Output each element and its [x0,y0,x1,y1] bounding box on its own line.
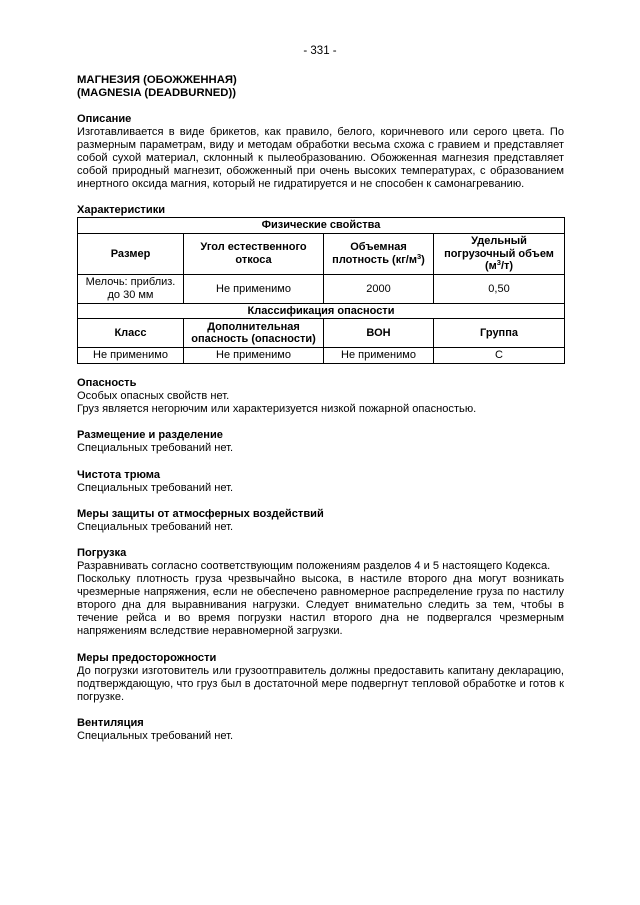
table-row [78,274,565,303]
loading-text-2: Поскольку плотность груза чрезвычайно высока, в настиле второго дна могут возникать чрезмерные напряжения, если не обеспечено равномерное распределение груза по настилу второго дна для выравнивания нагрузки. Следует внимательно следить за тем, чтобы в течение рейса и во время погрузки настил второго дна не подвергался чрезмерным напряжениям вследствие неравномерной загрузки. [77,573,564,638]
hazard-line-2: Груз является негорючим или характеризуется низкой пожарной опасностью. [77,403,477,416]
col-mhb: ВОН [324,319,434,348]
hazard-heading: Опасность [77,377,137,390]
loading-text-1: Разравнивать согласно соответствующим положениям разделов 4 и 5 настоящего Кодекса. [77,559,551,572]
col-stowage-label: Удельный погрузочный объем (м [444,235,554,273]
col-density [324,234,434,275]
val-angle: Не применимо [184,274,324,303]
val-group: С [434,348,565,364]
val-mhb: Не применимо [324,348,434,364]
table-row [78,348,565,364]
hold-heading: Чистота трюма [77,468,161,481]
col-density-end: ) [421,253,425,266]
ventilation-heading: Вентиляция [77,716,144,729]
hazard-line-1: Особых опасных свойств нет. [77,390,230,403]
hazard-classification-header: Классификация опасности [78,303,565,319]
characteristics-table [77,217,565,364]
cargo-title-ru: МАГНЕЗИЯ (ОБОЖЖЕННАЯ) [77,74,237,86]
hold-text: Специальных требований нет. [77,481,234,494]
loading-heading: Погрузка [77,546,127,559]
col-stowage [434,234,565,275]
val-stowage: 0,50 [434,274,565,303]
col-class: Класс [78,319,184,348]
table-row [78,303,565,319]
stowage-text: Специальных требований нет. [77,442,234,455]
col-stowage-end: /т) [500,260,514,273]
col-angle: Угол естественного откоса [184,234,324,275]
col-group: Группа [434,319,565,348]
col-stowage-sup: 3 [496,258,501,268]
stowage-heading: Размещение и разделение [77,429,223,442]
col-density-sup: 3 [416,251,422,261]
table-row [78,319,565,348]
description-heading: Описание [77,112,132,125]
physical-properties-header: Физические свойства [78,218,565,234]
description-text: Изготавливается в виде брикетов, как правило, белого, коричневого или серого цвета. По размерным параметрам, виду и методам обработки весьма схожа с гравием и представляет собой сухой материал, склонный к пылеобразованию. Обожженная магнезия представляет собой природный магнезит, обожженный при очень высоких температурах, с образованием инертного оксида магния, который не гидратируется и не способен к самонагреванию. [77,125,564,191]
table-row [78,218,565,234]
val-subsidiary: Не применимо [184,348,324,364]
characteristics-heading: Характеристики [77,204,166,217]
ventilation-text: Специальных требований нет. [77,730,234,742]
document-body [77,74,564,743]
weather-text: Специальных требований нет. [77,520,234,533]
val-class: Не применимо [78,348,184,364]
cargo-title-en: (MAGNESIA (DEADBURNED)) [77,87,236,100]
precautions-heading: Меры предосторожности [77,651,217,664]
val-density: 2000 [324,274,434,303]
page-number: - 331 - [303,45,337,57]
table-row [78,234,565,275]
col-size: Размер [78,234,184,275]
precautions-text: До погрузки изготовитель или грузоотправитель должны предоставить капитану декларацию, подтверждающую, что груз был в достаточной мере подвергнут тепловой обработке и готов к погрузке. [77,664,564,703]
col-density-label: Объемная плотность (кг/м [332,241,417,266]
weather-heading: Меры защиты от атмосферных воздействий [77,507,324,520]
col-subsidiary: Дополнительная опасность (опасности) [184,319,324,348]
val-size: Мелочь: приблиз. до 30 мм [78,274,184,303]
